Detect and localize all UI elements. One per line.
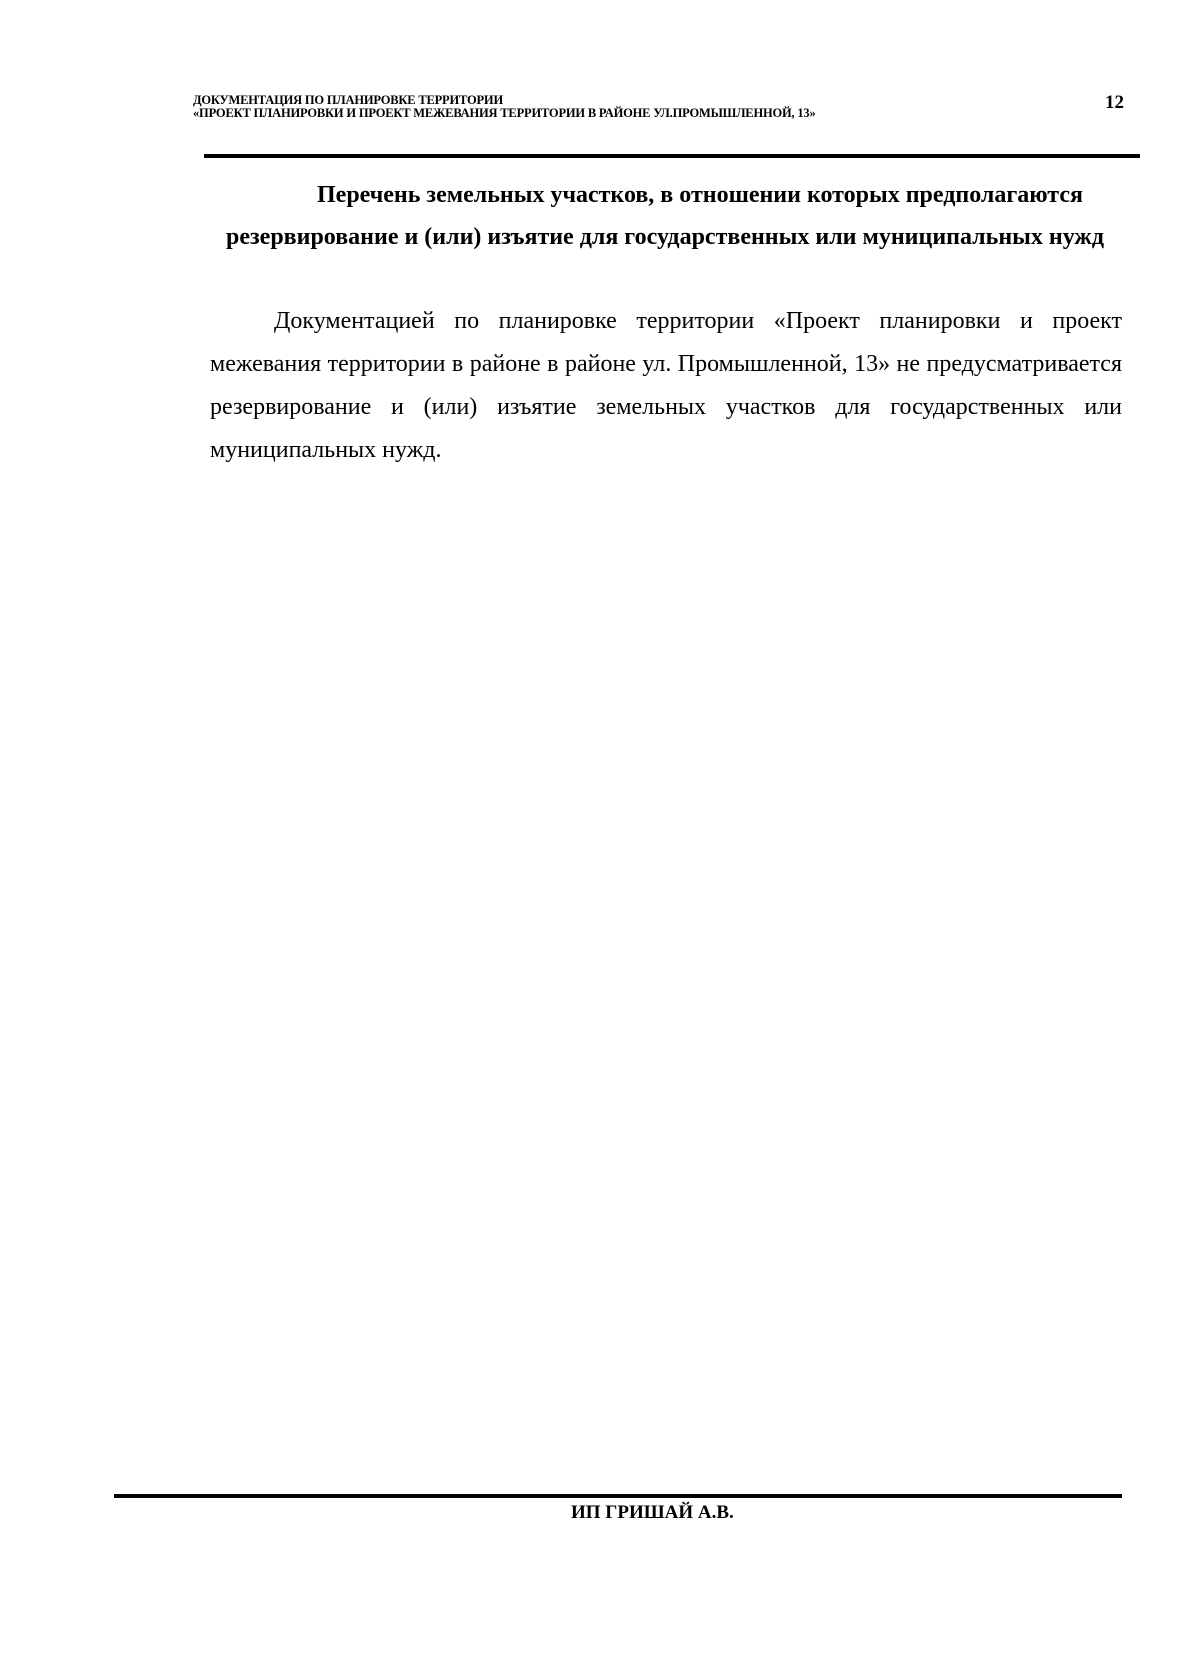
section-body-paragraph: Документацией по планировке территории «Проект планировки и проект межевания территории в районе в районе ул. Промышленной, 13» не предусматривается резервирование и (или) изъятие земельных участков для государственных или муниципальных нужд.: [210, 308, 1122, 463]
header-divider: [204, 154, 1140, 158]
section-title: Перечень земельных участков, в отношении которых предполагаются резервирование и (или) изъятие для государственных или муниципальных нужд: [226, 182, 1104, 250]
footer-author: ИП ГРИШАЙ А.В.: [571, 1502, 734, 1523]
footer-divider: [114, 1494, 1122, 1498]
document-header-subtitle: «ПРОЕКТ ПЛАНИРОВКИ И ПРОЕКТ МЕЖЕВАНИЯ ТЕРРИТОРИИ В РАЙОНЕ УЛ.ПРОМЫШЛЕННОЙ, 13»: [193, 106, 816, 120]
page-number: 12: [1105, 92, 1124, 113]
document-header-title: ДОКУМЕНТАЦИЯ ПО ПЛАНИРОВКЕ ТЕРРИТОРИИ: [193, 93, 503, 107]
